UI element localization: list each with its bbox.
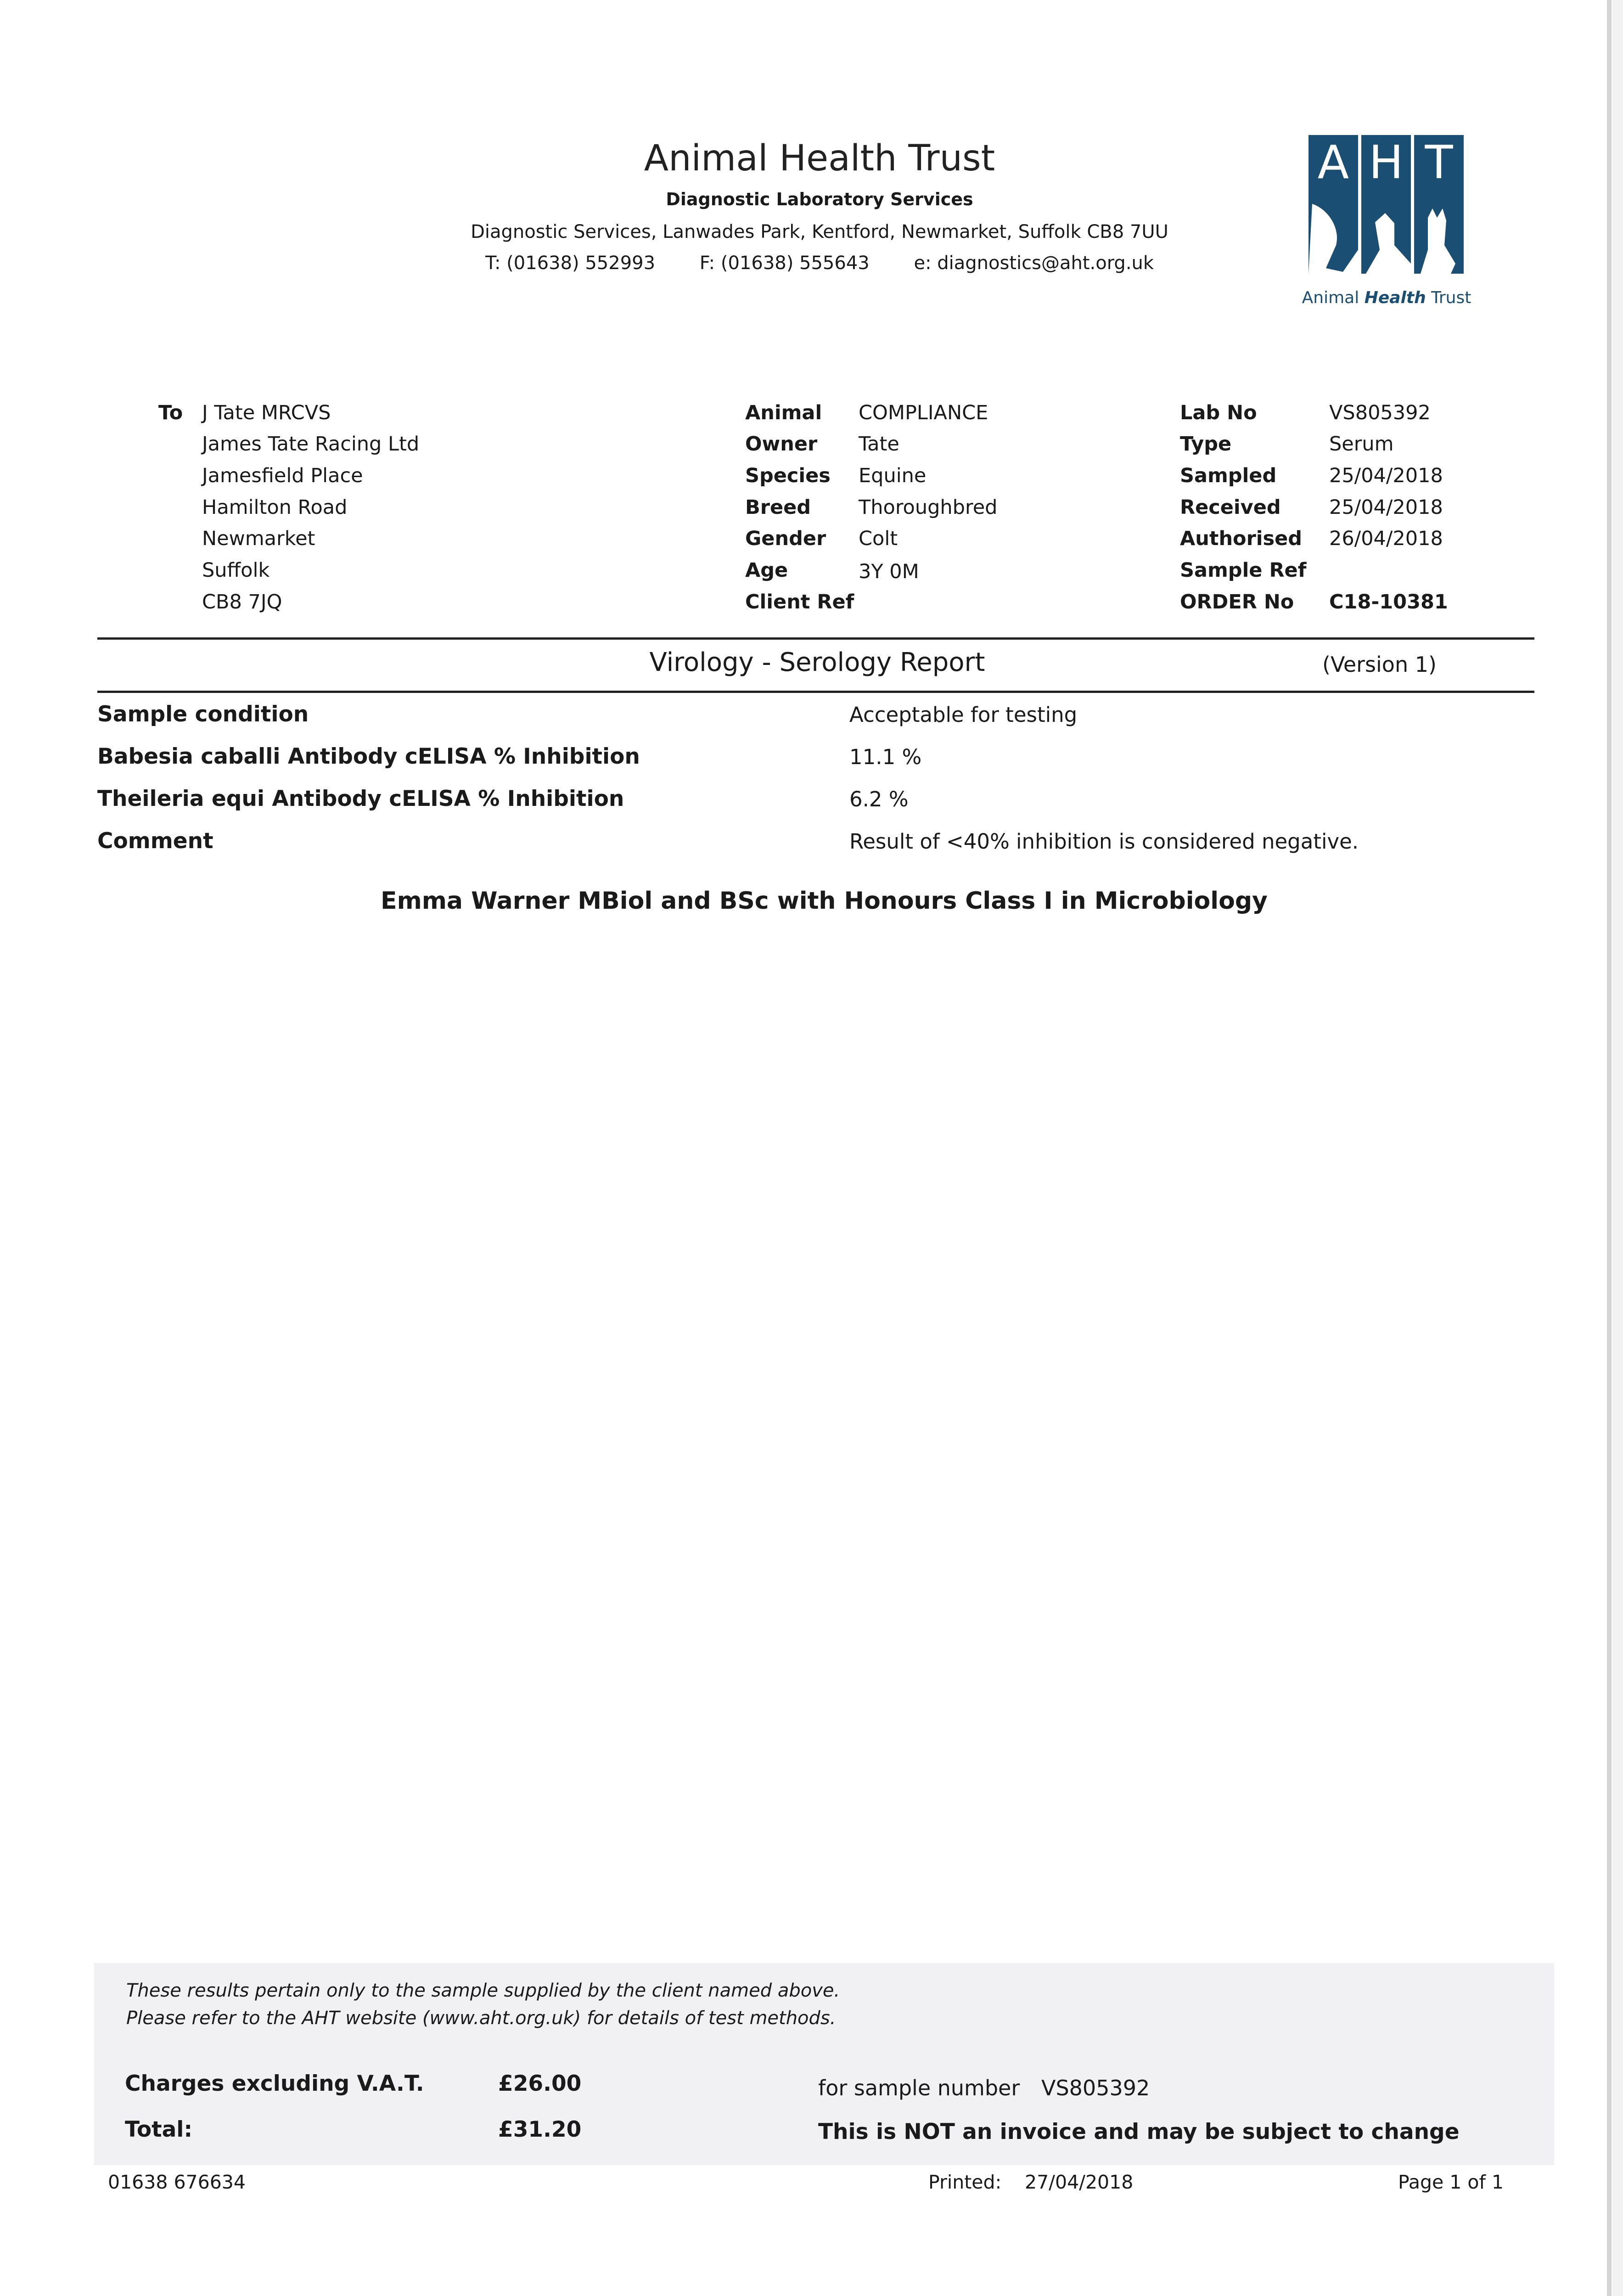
- recipient-line: CB8 7JQ: [202, 591, 282, 613]
- dog-silhouette-icon: [1361, 195, 1411, 274]
- recipient-line: J Tate MRCVS: [202, 401, 331, 424]
- page-number: Page 1 of 1: [1398, 2171, 1504, 2193]
- to-label: To: [158, 401, 183, 424]
- sample-number-label: for sample number: [818, 2076, 1020, 2100]
- species-label: Species: [745, 464, 831, 487]
- recipient-line: Hamilton Road: [202, 496, 348, 519]
- report-version: (Version 1): [1322, 652, 1437, 677]
- total-label: Total:: [125, 2117, 193, 2142]
- sample-number-value: VS805392: [1041, 2076, 1150, 2100]
- printed-date: 27/04/2018: [1025, 2171, 1134, 2193]
- charges-label: Charges excluding V.A.T.: [125, 2071, 424, 2096]
- logo-letter-t: T: [1425, 135, 1453, 189]
- species-value: Equine: [859, 464, 927, 487]
- client-ref-label: Client Ref: [745, 591, 854, 613]
- result-label: Babesia caballi Antibody cELISA % Inhibition: [97, 744, 640, 769]
- department-name: Diagnostic Laboratory Services: [666, 189, 973, 209]
- recipient-line: Suffolk: [202, 559, 270, 582]
- gender-label: Gender: [745, 527, 826, 550]
- order-no-value: C18-10381: [1329, 591, 1448, 613]
- animal-label: Animal: [745, 401, 822, 424]
- horse-silhouette-icon: [1309, 195, 1358, 274]
- invoice-notice: This is NOT an invoice and may be subject to change: [818, 2119, 1460, 2144]
- logo-letter-a: A: [1317, 135, 1349, 189]
- result-value: 6.2 %: [849, 787, 909, 811]
- recipient-line: Jamesfield Place: [202, 464, 363, 487]
- result-label: Theileria equi Antibody cELISA % Inhibition: [97, 786, 624, 811]
- result-value: Acceptable for testing: [849, 703, 1078, 727]
- result-value: 11.1 %: [849, 745, 922, 769]
- logo-block-h: [1361, 135, 1411, 274]
- sampled-value: 25/04/2018: [1329, 464, 1443, 487]
- breed-label: Breed: [745, 496, 811, 519]
- printed-label: Printed:: [928, 2171, 1002, 2193]
- page-edge-shadow: [1607, 0, 1612, 2296]
- authorised-value: 26/04/2018: [1329, 527, 1443, 550]
- telephone: T: (01638) 552993: [485, 253, 656, 274]
- order-no-label: ORDER No: [1180, 591, 1294, 613]
- footer-phone: 01638 676634: [108, 2171, 246, 2193]
- page-edge-margin: [1612, 0, 1623, 2296]
- logo-caption: Animal Health Trust: [1302, 288, 1471, 307]
- recipient-line: Newmarket: [202, 527, 315, 550]
- sampled-label: Sampled: [1180, 464, 1277, 487]
- result-label: Comment: [97, 828, 213, 854]
- organization-name: Animal Health Trust: [644, 138, 995, 179]
- signatory: Emma Warner MBiol and BSc with Honours Class I in Microbiology: [381, 887, 1268, 915]
- contact-details: [459, 253, 1180, 274]
- recipient-line: James Tate Racing Ltd: [202, 433, 420, 456]
- age-value: 3Y 0M: [859, 560, 919, 583]
- age-label: Age: [745, 559, 788, 582]
- breed-value: Thoroughbred: [859, 496, 998, 519]
- received-value: 25/04/2018: [1329, 496, 1443, 519]
- lab-no-value: VS805392: [1329, 401, 1431, 424]
- type-label: Type: [1180, 433, 1232, 456]
- result-value: Result of <40% inhibition is considered negative.: [849, 829, 1359, 854]
- sample-ref-label: Sample Ref: [1180, 559, 1307, 582]
- authorised-label: Authorised: [1180, 527, 1303, 550]
- logo-letter-h: H: [1369, 135, 1404, 189]
- animal-value: COMPLIANCE: [859, 401, 988, 424]
- logo-block-a: [1309, 135, 1358, 274]
- total-value: £31.20: [498, 2117, 582, 2142]
- cat-silhouette-icon: [1414, 195, 1464, 274]
- email: e: diagnostics@aht.org.uk: [914, 253, 1154, 274]
- result-label: Sample condition: [97, 702, 309, 727]
- gender-value: Colt: [859, 527, 898, 550]
- disclaimer-line: Please refer to the AHT website (www.aht.org.uk) for details of test methods.: [126, 2008, 836, 2029]
- owner-value: Tate: [859, 433, 899, 456]
- fax: F: (01638) 555643: [699, 253, 870, 274]
- charges-value: £26.00: [498, 2071, 582, 2096]
- type-value: Serum: [1329, 433, 1394, 456]
- received-label: Received: [1180, 496, 1281, 519]
- report-title: Virology - Serology Report: [649, 647, 985, 677]
- disclaimer-line: These results pertain only to the sample supplied by the client named above.: [126, 1980, 840, 2001]
- logo-block-t: [1414, 135, 1464, 274]
- owner-label: Owner: [745, 433, 818, 456]
- lab-no-label: Lab No: [1180, 401, 1257, 424]
- divider: [97, 691, 1534, 693]
- divider: [97, 637, 1534, 640]
- organization-address: Diagnostic Services, Lanwades Park, Kentford, Newmarket, Suffolk CB8 7UU: [471, 221, 1168, 242]
